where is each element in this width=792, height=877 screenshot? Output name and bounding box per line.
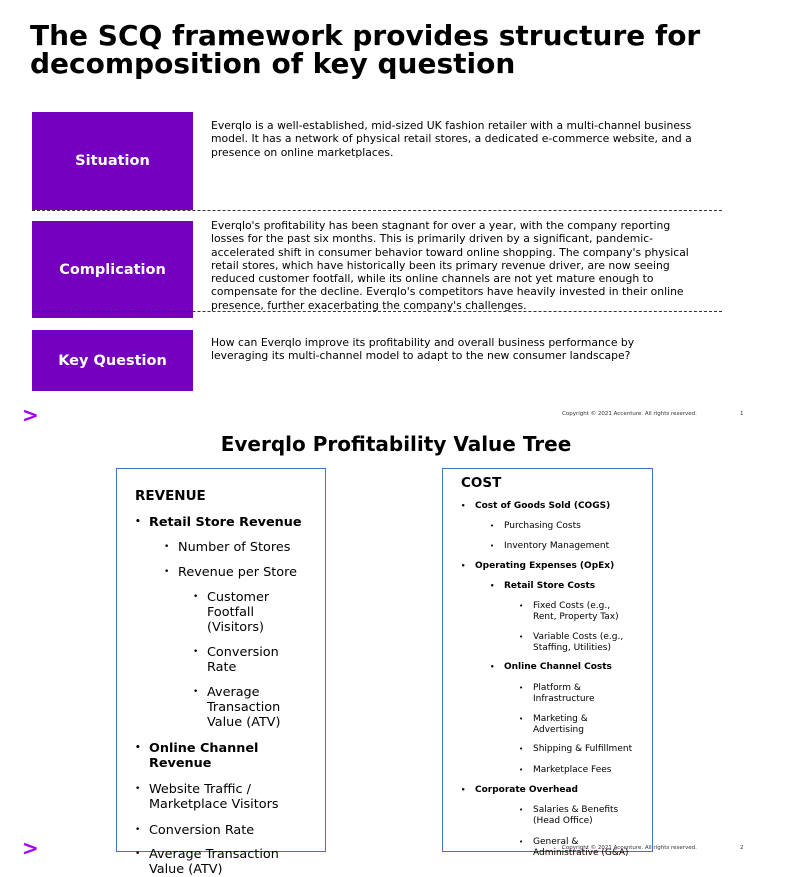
revenue-item: • Revenue per Store [178,565,308,580]
divider [32,210,722,211]
revenue-item: • Online Channel Revenue [149,741,269,771]
cost-heading: COST [461,475,502,491]
cost-item: • Variable Costs (e.g., Staffing, Utilities) [533,632,633,653]
cost-panel [442,468,653,858]
cost-item: • General & Administrative (G&A) [533,837,633,858]
accenture-logo: > [22,403,39,427]
complication-text: Everqlo's profitability has been stagnant for over a year, with the company reporting losses for the past six months. This is primarily driven by a significant, pandemic-accelerated shift in consumer behavior toward online shopping. The company's physical retail stores, which have historically been its primary revenue driver, are now seeing reduced customer footfall, while its online channels are not yet mature enough to compensate for the decline. Everqlo's competitors have heavily invested in their online presence, further exacerbating the company's challenges. [211,219,689,312]
cost-item: • Online Channel Costs [504,662,644,673]
revenue-item: • Website Traffic / Marketplace Visitors [149,782,309,812]
revenue-heading: REVENUE [135,488,206,504]
slide-title: The SCQ framework provides structure for decomposition of key question [30,19,701,80]
situation-text: Everqlo is a well-established, mid-sized UK fashion retailer with a multi-channel business model. It has a network of physical retail stores, a dedicated e-commerce website, and a presence on online marketplaces. [211,119,692,159]
cost-item: • Salaries & Benefits (Head Office) [533,805,633,826]
cost-item: • Shipping & Fulfillment [533,744,643,755]
revenue-item: • Average Transaction Value (ATV) [207,685,292,730]
situation-box: Situation [32,112,193,210]
cost-item: • Fixed Costs (e.g., Rent, Property Tax) [533,601,633,622]
value-tree-title: Everqlo Profitability Value Tree [220,432,572,456]
copyright-text: Copyright © 2021 Accenture. All rights reserved. [562,411,697,417]
cost-item: • Corporate Overhead [475,785,645,796]
cost-item: • Marketing & Advertising [533,714,623,735]
cost-item: • Retail Store Costs [504,581,644,592]
copyright-text: Copyright © 2021 Accenture. All rights reserved. [562,845,697,851]
cost-item: • Inventory Management [504,541,644,552]
accenture-logo: > [22,836,39,860]
revenue-item: • Retail Store Revenue [149,515,309,530]
revenue-item: • Conversion Rate [207,645,287,675]
page-number: 2 [740,845,744,851]
cost-item: • Purchasing Costs [504,521,644,532]
revenue-item: • Conversion Rate [149,823,309,838]
cost-item: • Platform & Infrastructure [533,683,623,704]
complication-box: Complication [32,221,193,318]
revenue-item: • Customer Footfall (Visitors) [207,590,282,635]
page-number: 1 [740,411,744,417]
cost-item: • Cost of Goods Sold (COGS) [475,501,645,512]
key-question-text: How can Everqlo improve its profitability and overall business performance by leveraging its multi-channel model to adapt to the new consumer landscape? [211,336,635,363]
key-question-box: Key Question [32,330,193,391]
cost-item: • Operating Expenses (OpEx) [475,561,645,572]
revenue-item: • Number of Stores [178,540,308,555]
divider [32,311,722,312]
revenue-item: • Average Transaction Value (ATV) [149,847,309,877]
revenue-panel [116,468,326,877]
cost-item: • Marketplace Fees [533,765,643,776]
